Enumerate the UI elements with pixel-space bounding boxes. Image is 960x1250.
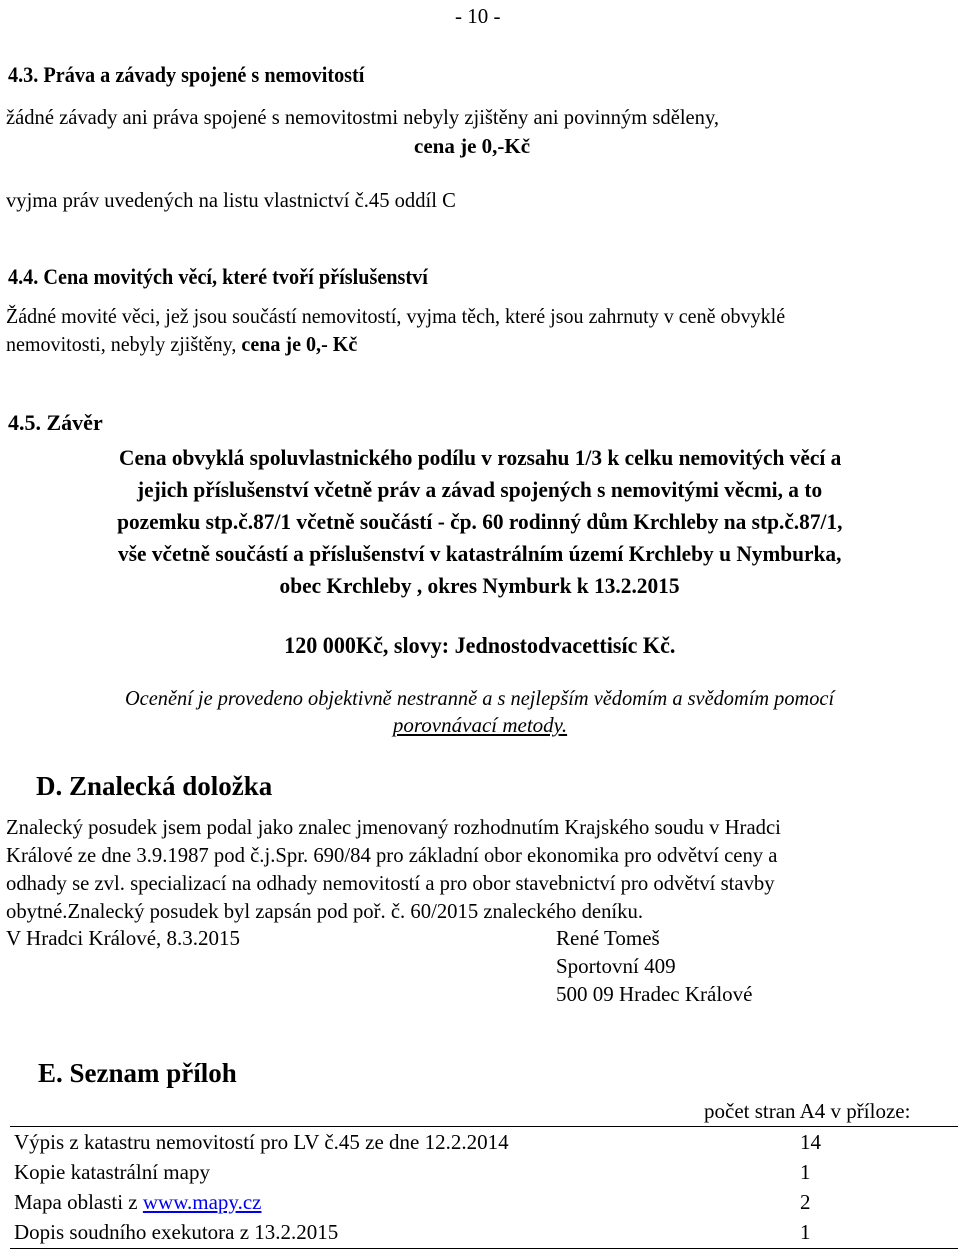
place-and-date: V Hradci Králové, 8.3.2015: [6, 926, 241, 950]
section-d-line3: odhady se zvl. specializací na odhady nemovitostí a pro obor stavebnictví pro odvětví stavby: [6, 871, 775, 895]
section-e-heading: E. Seznam příloh: [38, 1058, 237, 1088]
attachment-row: [14, 1190, 261, 1215]
section-4-5-heading: 4.5. Závěr: [8, 410, 103, 435]
attachment-count: 1: [800, 1160, 811, 1184]
attachments-table-bottom-rule: [10, 1248, 958, 1249]
section-4-3-heading: 4.3. Práva a závady spojené s nemovitostí: [8, 62, 365, 87]
attachments-pages-header: počet stran A4 v příloze:: [704, 1099, 911, 1123]
attachment-label: Výpis z katastru nemovitostí pro LV č.45 ze dne 12.2.2014: [14, 1130, 509, 1154]
conclusion-line-1: Cena obvyklá spoluvlastnického podílu v rozsahu 1/3 k celku nemovitých věcí a: [118, 445, 842, 470]
page-number: - 10 -: [455, 4, 501, 28]
attachment-row: [14, 1130, 509, 1155]
conclusion-line-4: vše včetně součástí a příslušenství v katastrálním území Krchleby u Nymburka,: [118, 541, 842, 566]
conclusion-amount: 120 000Kč, slovy: Jednostodvacettisíc Kč.: [284, 633, 676, 658]
conclusion-line-2: jejich příslušenství včetně práv a závad spojených s nemovitými věcmi, a to: [137, 477, 823, 502]
conclusion-line-3: pozemku stp.č.87/1 včetně součástí - čp. 60 rodinný dům Krchleby na stp.č.87/1,: [117, 509, 843, 534]
attachment-row: [14, 1160, 210, 1185]
attachment-count: 1: [800, 1220, 811, 1244]
expert-name: René Tomeš: [556, 926, 660, 950]
conclusion-line-5: obec Krchleby , okres Nymburk k 13.2.2015: [279, 573, 681, 598]
section-4-4-line1: Žádné movité věci, jež jsou součástí nemovitostí, vyjma těch, které jsou zahrnuty v ceně obvyklé: [6, 304, 786, 328]
valuation-note-line-2: porovnávací metody.: [392, 713, 568, 737]
expert-city: 500 09 Hradec Králové: [556, 982, 753, 1006]
attachment-label: Kopie katastrální mapy: [14, 1160, 210, 1184]
section-4-4-heading: 4.4. Cena movitých věcí, které tvoří příslušenství: [8, 264, 428, 289]
section-d-line2: Králové ze dne 3.9.1987 pod č.j.Spr. 690/84 pro základní obor ekonomika pro odvětví ceny a: [6, 843, 778, 867]
expert-street: Sportovní 409: [556, 954, 676, 978]
attachments-table-top-rule: [10, 1126, 958, 1127]
section-4-3-price: cena je 0,-Kč: [414, 134, 531, 158]
section-d-heading: D. Znalecká doložka: [36, 771, 273, 801]
section-4-4-line2: nemovitosti, nebyly zjištěny, cena je 0,- Kč: [6, 332, 358, 356]
section-d-line4: obytné.Znalecký posudek byl zapsán pod poř. č. 60/2015 znaleckého deníku.: [6, 899, 644, 923]
valuation-note-line-1: Ocenění je provedeno objektivně nestranně a s nejlepším vědomím a svědomím pomocí: [125, 686, 835, 710]
section-4-3-except: vyjma práv uvedených na listu vlastnictví č.45 oddíl C: [6, 188, 456, 212]
attachment-count: 2: [800, 1190, 811, 1214]
section-4-3-text: žádné závady ani práva spojené s nemovitostmi nebyly zjištěny ani povinným sděleny,: [6, 105, 720, 129]
attachment-label: Dopis soudního exekutora z 13.2.2015: [14, 1220, 339, 1244]
attachment-label: Mapa oblasti z: [14, 1190, 143, 1214]
section-d-line1: Znalecký posudek jsem podal jako znalec jmenovaný rozhodnutím Krajského soudu v Hradci: [6, 815, 781, 839]
attachment-count: 14: [800, 1130, 821, 1154]
mapy-cz-link[interactable]: www.mapy.cz: [142, 1190, 262, 1214]
attachment-row: [14, 1220, 338, 1245]
